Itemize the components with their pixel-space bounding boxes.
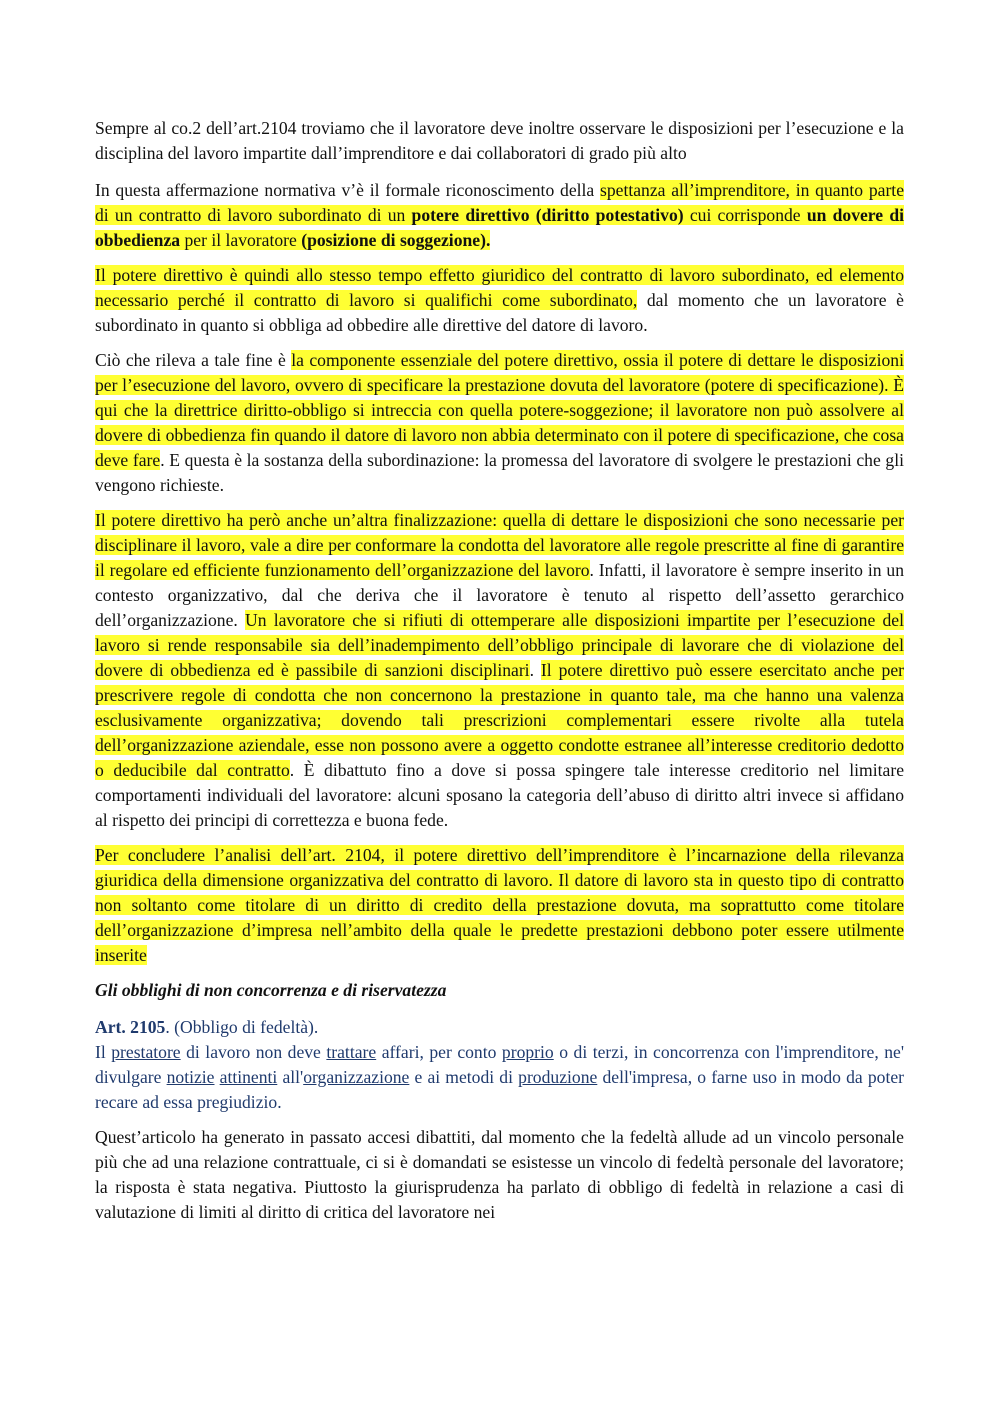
article-2105 — [95, 1015, 904, 1115]
paragraph-potere-direttivo-intro — [95, 178, 904, 253]
text-segment: Ciò che rileva a tale fine è — [95, 350, 292, 370]
link-produzione[interactable]: produzione — [518, 1067, 598, 1087]
section-title: Gli obblighi di non concorrenza e di riservatezza — [95, 980, 447, 1000]
bold-text: potere direttivo (diritto potestativo) — [411, 205, 684, 225]
paragraph-fedelta — [95, 1125, 904, 1225]
paragraph-componente-essenziale — [95, 348, 904, 498]
link-trattare[interactable]: trattare — [326, 1042, 377, 1062]
link-notizie[interactable]: notizie — [166, 1067, 215, 1087]
article-body: Il prestatore di lavoro non deve trattare affari, per conto proprio o di terzi, in concorrenza con l'imprenditore, ne' divulgare notizie attinenti all'organizzazione e ai metodi di produzione dell'impresa, o farne uso in modo da poter recare ad essa pregiudizio. — [95, 1042, 905, 1112]
paragraph-altra-finalizzazione — [95, 508, 904, 833]
text-segment: . E questa è la sostanza della subordinazione: la promessa del lavoratore di svolgere le prestazioni che gli vengono richieste. — [95, 450, 905, 495]
highlighted-text: Un lavoratore che si rifiuti di ottemperare alle disposizioni impartite per l’esecuzione del lavoro si rende responsabile sia dell’inadempimento dell’obbligo principale di lavorare che di violazione del dovere di obbedienza ed è passibile di sanzioni disciplinari — [95, 610, 904, 680]
highlighted-text: Il potere direttivo può essere esercitato anche per prescrivere regole di condotta che non concernono la prestazione in quanto tale, ma che hanno una valenza esclusivamente organizzativa; dovendo tali prescrizioni complementari essere rivolte alla tutela dell’organizzazione aziendale, esse non possono avere a oggetto condotte estranee all’interesse creditorio dedotto o deducibile dal contratto — [95, 660, 904, 780]
bold-text: un dovere di obbedienza — [95, 205, 904, 250]
text-segment: . È dibattuto fino a dove si possa spingere tale interesse creditorio nel limitare comportamenti individuali del lavoratore: alcuni sposano la categoria dell’abuso di diritto altri invece si affidano al rispetto dei principi di correttezza e buona fede. — [95, 760, 904, 830]
article-title: . (Obbligo di fedeltà). — [165, 1017, 319, 1037]
paragraph-effetto-giuridico — [95, 263, 904, 338]
highlighted-text: spettanza all’imprenditore, in quanto parte di un contratto di lavoro subordinato di un potere direttivo (diritto potestativo) cui corrisponde un dovere di obbedienza per il lavoratore (posizione di soggezione). — [95, 180, 905, 250]
link-organizzazione[interactable]: organizzazione — [303, 1067, 410, 1087]
highlighted-text: la componente essenziale del potere direttivo, ossia il potere di dettare le disposizioni per l’esecuzione del lavoro, ovvero di specificare la prestazione dovuta del lavoratore (potere di specificazione). È qui che la direttrice diritto-obbligo si intreccia con quella potere-soggezione; il lavoratore non può assolvere al dovere di obbedienza fin quando il datore di lavoro non abbia determinato con il potere di specificazione, che cosa deve fare — [95, 350, 904, 470]
paragraph-art2104-co2 — [95, 116, 904, 166]
document-page — [95, 116, 904, 1235]
link-attinenti[interactable]: attinenti — [219, 1067, 278, 1087]
highlighted-text: Per concludere l’analisi dell’art. 2104, il potere direttivo dell’imprenditore è l’incarnazione della rilevanza giuridica della dimensione organizzativa del contratto di lavoro. Il datore di lavoro sta in questo tipo di contratto non soltanto come titolare di un diritto di credito della prestazione dovuta, ma soprattutto come titolare dell’organizzazione d’impresa nell’ambito della quale le predette prestazioni debbono poter essere utilmente inserite — [95, 845, 904, 965]
link-prestatore[interactable]: prestatore — [111, 1042, 181, 1062]
article-number: Art. 2105 — [95, 1017, 166, 1037]
text-segment: . Infatti, il lavoratore è sempre inserito in un contesto organizzativo, dal che deriva che il lavoratore è tenuto al rispetto dell’assetto gerarchico dell’organizzazione. — [95, 560, 904, 630]
paragraph-text: Quest’articolo ha generato in passato accesi dibattiti, dal momento che la fedeltà allude ad un vincolo personale più che ad una relazione contrattuale, ci si è domandati se esistesse un vincolo di fedeltà personale del lavoratore; la risposta è stata negativa. Piuttosto la giurisprudenza ha parlato di obbligo di fedeltà in relazione a casi di valutazione di limiti al diritto di critica del lavoratore nei — [95, 1127, 904, 1222]
text-segment: . — [529, 660, 541, 680]
bold-text: (posizione di soggezione). — [301, 230, 491, 250]
paragraph-text: Sempre al co.2 dell’art.2104 troviamo che il lavoratore deve inoltre osservare le disposizioni per l’esecuzione e la disciplina del lavoro impartite dall’imprenditore e dai collaboratori di grado più alto — [95, 118, 904, 163]
highlighted-text: Il potere direttivo ha però anche un’altra finalizzazione: quella di dettare le disposizioni che sono necessarie per disciplinare il lavoro, vale a dire per conformare la condotta del lavoratore alle regole prescritte al fine di garantire il regolare ed efficiente funzionamento dell’organizzazione del lavoro — [95, 510, 904, 580]
link-proprio[interactable]: proprio — [501, 1042, 554, 1062]
highlighted-text: Il potere direttivo è quindi allo stesso tempo effetto giuridico del contratto di lavoro subordinato, ed elemento necessario perché il contratto di lavoro si qualifichi come subordinato, — [95, 265, 904, 310]
text-segment: dal momento che un lavoratore è subordinato in quanto si obbliga ad obbedire alle direttive del datore di lavoro. — [95, 290, 904, 335]
paragraph-conclusione — [95, 843, 904, 968]
text-segment: In questa affermazione normativa v’è il formale riconoscimento della — [95, 180, 600, 200]
article-heading — [95, 1015, 904, 1040]
